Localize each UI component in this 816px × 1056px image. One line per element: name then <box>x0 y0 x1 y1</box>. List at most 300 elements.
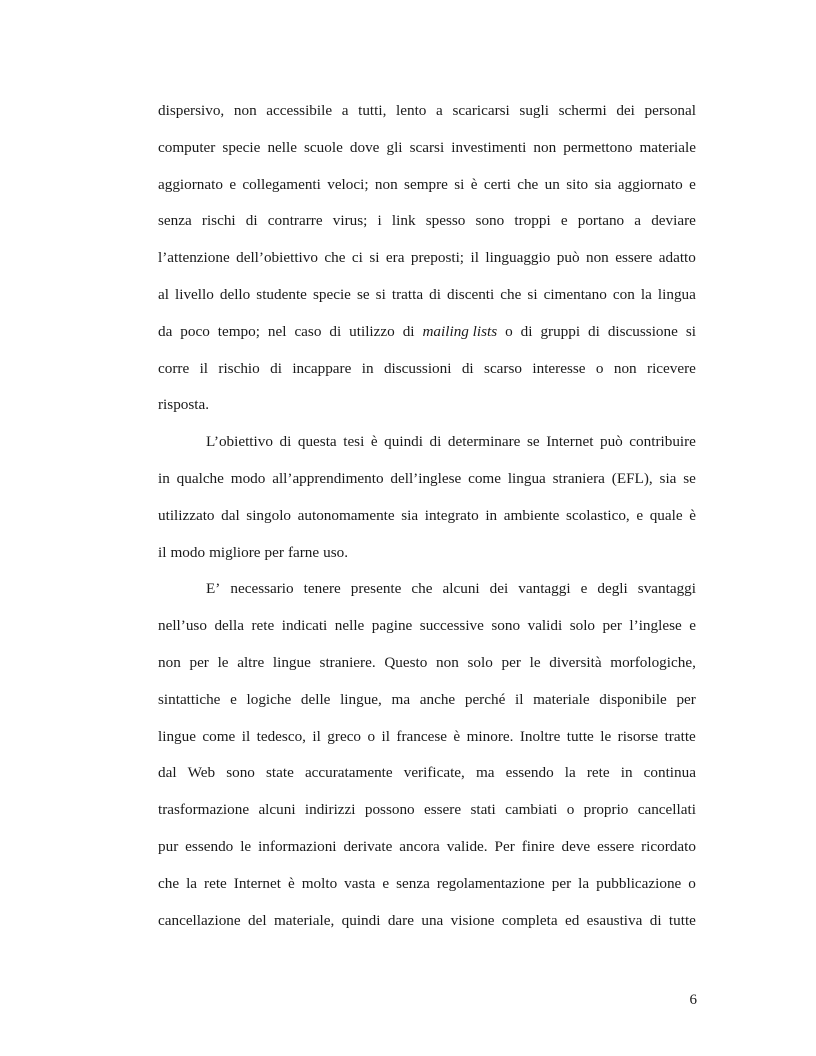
word: finire <box>521 837 555 855</box>
word: Inoltre <box>519 727 561 745</box>
word: personal <box>644 102 696 119</box>
word: cambiati <box>505 801 558 819</box>
word: contrarre <box>267 212 323 230</box>
word: di <box>429 285 441 303</box>
word: nell’uso <box>158 617 207 635</box>
text-line <box>158 464 696 501</box>
word: E’ <box>206 580 221 598</box>
word: è <box>689 506 696 524</box>
word: dell’obiettivo <box>236 249 318 267</box>
word: di <box>429 433 442 451</box>
word: al <box>158 285 169 303</box>
word: continua <box>643 764 696 782</box>
word: sia <box>594 175 612 193</box>
word: incappare <box>292 359 352 377</box>
word: troppi <box>514 212 551 230</box>
word: francese <box>396 727 447 745</box>
word: per <box>602 617 622 635</box>
word: di <box>461 359 474 377</box>
word: sono <box>491 617 521 635</box>
word: essendo <box>185 837 234 855</box>
text-line <box>158 758 696 795</box>
text-line <box>158 832 696 869</box>
word: tutte <box>566 727 594 745</box>
word: è <box>453 727 461 745</box>
word: molto <box>301 874 338 892</box>
word: per <box>264 543 284 561</box>
word: il <box>470 249 479 267</box>
word: trasformazione <box>158 801 250 819</box>
word: ci <box>351 249 363 267</box>
word: può <box>599 433 623 451</box>
word: discussione <box>607 322 678 340</box>
word: la <box>640 285 652 303</box>
text-line <box>158 538 696 575</box>
word: di <box>588 322 600 340</box>
word: tesi <box>343 433 365 451</box>
word: di <box>520 322 533 340</box>
word: Per <box>494 837 515 855</box>
word: dello <box>219 285 251 303</box>
word: non <box>585 249 609 267</box>
word: pur <box>158 837 179 855</box>
word: essere <box>423 801 462 819</box>
word: farne <box>287 543 320 561</box>
text-line <box>158 243 696 280</box>
text-line <box>158 648 696 685</box>
word: spesso <box>425 212 466 230</box>
word: certi <box>483 175 511 193</box>
word: che <box>411 580 433 598</box>
word: che <box>500 285 522 303</box>
word: tutti, <box>358 102 387 119</box>
word: sia <box>401 506 419 524</box>
word: è <box>470 175 478 193</box>
word: e <box>580 580 588 598</box>
word: uso. <box>323 543 349 561</box>
word: ricevere <box>647 359 696 377</box>
word: regolamentazione <box>436 874 545 892</box>
word: permettono <box>563 138 633 156</box>
word: utilizzo <box>349 322 395 340</box>
word: di <box>329 322 342 340</box>
word: disponibile <box>599 690 667 708</box>
word: se <box>526 433 540 451</box>
word: il <box>312 727 321 745</box>
word: si <box>454 175 465 193</box>
word: senza <box>158 212 192 230</box>
word: alcuni <box>442 580 480 598</box>
word: solo <box>467 653 493 671</box>
word: per <box>501 653 521 671</box>
word: le <box>600 727 612 745</box>
word: scaricarsi <box>452 102 510 119</box>
word: studente <box>256 285 307 303</box>
word: scarso <box>484 359 522 377</box>
word: i <box>377 212 382 230</box>
word: specie <box>312 285 351 303</box>
word: scarsi <box>409 138 445 156</box>
word: completa <box>501 911 558 929</box>
word: dove <box>349 138 380 156</box>
word: sempre <box>404 175 448 193</box>
word: link <box>391 212 416 230</box>
word: o <box>505 322 513 340</box>
word: con <box>612 285 635 303</box>
word: sito <box>566 175 589 193</box>
word: che <box>158 874 180 892</box>
word: perché <box>464 690 506 708</box>
word: sia <box>659 469 677 487</box>
word: ed <box>564 911 580 929</box>
word: nelle <box>267 138 297 156</box>
word: come <box>202 727 236 745</box>
word: di <box>270 359 282 377</box>
word: gruppi <box>540 322 581 340</box>
word: risposta. <box>158 396 210 414</box>
word: Questo <box>384 653 428 671</box>
word: che <box>517 175 539 193</box>
word: delle <box>300 690 331 708</box>
word: per <box>189 653 209 671</box>
word: state <box>266 764 294 782</box>
text-line <box>158 722 696 759</box>
word: da <box>158 322 173 340</box>
text-line <box>158 427 696 464</box>
word: esaustiva <box>586 911 643 929</box>
word: pagine <box>371 617 413 635</box>
word: lingua <box>657 285 696 303</box>
word: lento <box>396 102 427 119</box>
word: sono <box>475 212 505 230</box>
word: migliore <box>209 543 261 561</box>
word: utilizzato <box>158 506 215 524</box>
word: singolo <box>246 506 292 524</box>
word: è <box>370 433 378 451</box>
word: di <box>649 911 662 929</box>
word: se <box>683 469 696 487</box>
page-number: 6 <box>689 992 697 1008</box>
word: integrato <box>424 506 479 524</box>
word: materiale <box>533 690 590 708</box>
word: cancellati <box>637 801 696 819</box>
word: sugli <box>519 102 549 119</box>
word: preposti; <box>410 249 465 267</box>
word: per <box>676 690 696 708</box>
text-line <box>158 611 696 648</box>
body-text <box>158 96 696 942</box>
word: scolastico, <box>566 506 630 524</box>
word: valide. <box>446 837 488 855</box>
word: materiale, <box>273 911 335 929</box>
word: non <box>233 102 257 119</box>
text-line <box>158 390 696 427</box>
word: all’apprendimento <box>272 469 384 487</box>
word: il <box>241 727 251 745</box>
word: non <box>374 175 398 193</box>
word: si <box>527 285 538 303</box>
word: presente <box>350 580 402 598</box>
word: rete <box>204 874 227 892</box>
word: quindi <box>384 433 423 451</box>
word: che <box>324 249 346 267</box>
word: lingue, <box>340 690 382 708</box>
word: senza <box>396 874 430 892</box>
word: le <box>529 653 541 671</box>
word: di <box>245 212 258 230</box>
word: quindi <box>341 911 381 929</box>
word: si <box>369 249 380 267</box>
word: vantaggi <box>518 580 571 598</box>
word: schermi <box>558 102 607 119</box>
word: di <box>402 322 415 340</box>
word: tutte <box>668 911 696 929</box>
word: risorse <box>617 727 659 745</box>
word: il <box>199 359 209 377</box>
word: e <box>229 175 237 193</box>
text-line <box>158 685 696 722</box>
word: derivate <box>343 837 393 855</box>
word: dal <box>158 764 177 782</box>
text-line <box>158 280 696 317</box>
word: dispersivo, <box>158 102 225 119</box>
word: necessario <box>230 580 294 598</box>
word: minore. <box>466 727 514 745</box>
word: accessibile <box>266 102 333 119</box>
word: accuratamente <box>304 764 393 782</box>
word: l’inglese <box>629 617 682 635</box>
word: straniere. <box>319 653 376 671</box>
word: non <box>613 359 637 377</box>
word: materiale <box>639 138 696 156</box>
word: veloci; <box>327 175 369 193</box>
word: specie <box>222 138 261 156</box>
word: caso <box>294 322 322 340</box>
word: logiche <box>246 690 292 708</box>
text-line <box>158 96 696 133</box>
word: stati <box>470 801 496 819</box>
text-line <box>158 133 696 170</box>
italic-term: mailing lists <box>422 322 498 340</box>
word: ricordato <box>641 837 696 855</box>
word: quale <box>649 506 683 524</box>
word: e <box>689 175 696 193</box>
word: discussioni <box>383 359 452 377</box>
word: lingue <box>158 727 196 745</box>
word: nel <box>267 322 287 340</box>
word: degli <box>597 580 628 598</box>
word: a <box>341 102 349 119</box>
word: è <box>287 874 295 892</box>
word: lingue <box>272 653 311 671</box>
word: proprio <box>583 801 629 819</box>
word: aggiornato <box>158 175 223 193</box>
word: essere <box>615 249 653 267</box>
text-line <box>158 906 696 943</box>
word: possono <box>364 801 415 819</box>
word: e <box>636 506 644 524</box>
word: dei <box>616 102 635 119</box>
word: deve <box>561 837 591 855</box>
word: tenere <box>303 580 341 598</box>
word: a <box>634 212 642 230</box>
word: L’obiettivo <box>206 433 273 451</box>
word: Web <box>187 764 216 782</box>
word: in <box>620 764 633 782</box>
word: modo <box>230 469 266 487</box>
word: le <box>217 653 229 671</box>
word: determinare <box>447 433 521 451</box>
word: gli <box>386 138 403 156</box>
word: dei <box>489 580 509 598</box>
word: investimenti <box>451 138 527 156</box>
word: e <box>382 874 390 892</box>
word: sintattiche <box>158 690 221 708</box>
word: autonomamente <box>297 506 395 524</box>
word: il <box>381 727 390 745</box>
word: ma <box>475 764 495 782</box>
word: contribuire <box>629 433 696 451</box>
word: una <box>421 911 444 929</box>
text-line <box>158 206 696 243</box>
word: solo <box>569 617 596 635</box>
word: e <box>230 690 237 708</box>
word: Internet <box>546 433 594 451</box>
word: come <box>468 469 501 487</box>
word: o <box>367 727 376 745</box>
word: e <box>560 212 568 230</box>
word: cimentano <box>543 285 607 303</box>
word: computer <box>158 138 216 156</box>
word: rischio <box>218 359 260 377</box>
word: indicati <box>281 617 328 635</box>
word: se <box>356 285 370 303</box>
word: in <box>361 359 374 377</box>
word: successive <box>419 617 484 635</box>
word: vasta <box>344 874 376 892</box>
word: pubblicazione <box>596 874 682 892</box>
word: l’attenzione <box>158 249 230 267</box>
word: tratta <box>391 285 424 303</box>
word: o <box>595 359 604 377</box>
word: adatto <box>658 249 696 267</box>
word: non <box>436 653 459 671</box>
word: o <box>566 801 575 819</box>
word: un <box>544 175 560 193</box>
word: cancellazione <box>158 911 241 929</box>
word: svantaggi <box>637 580 696 598</box>
word: rete <box>251 617 275 635</box>
word: indirizzi <box>304 801 356 819</box>
word: aggiornato <box>617 175 683 193</box>
text-line <box>158 354 696 391</box>
word: collegamenti <box>242 175 321 193</box>
word: si <box>375 285 386 303</box>
word: la <box>578 874 590 892</box>
word: virus; <box>332 212 368 230</box>
word: tratte <box>664 727 696 745</box>
word: (EFL), <box>611 469 653 487</box>
word: la <box>186 874 198 892</box>
word: di <box>279 433 292 451</box>
word: interesse <box>532 359 586 377</box>
word: livello <box>175 285 214 303</box>
word: Internet <box>233 874 281 892</box>
word: qualche <box>176 469 224 487</box>
word: deviare <box>651 212 696 230</box>
word: discenti <box>446 285 495 303</box>
word: della <box>214 617 244 635</box>
word: ancora <box>399 837 440 855</box>
text-line <box>158 869 696 906</box>
word: essendo <box>505 764 554 782</box>
word: morfologiche, <box>610 653 696 671</box>
word: lingua <box>507 469 546 487</box>
word: dare <box>387 911 414 929</box>
word: nelle <box>334 617 365 635</box>
word: le <box>240 837 252 855</box>
word: anche <box>419 690 456 708</box>
text-line <box>158 501 696 538</box>
word: tempo; <box>217 322 260 340</box>
word: diversità <box>549 653 602 671</box>
word: verificate, <box>403 764 465 782</box>
word: questa <box>297 433 337 451</box>
word: rete <box>586 764 610 782</box>
word: informazioni <box>258 837 337 855</box>
word: per <box>551 874 572 892</box>
word: corre <box>158 359 190 377</box>
word: straniera <box>552 469 605 487</box>
word: scuole <box>304 138 343 156</box>
text-line <box>158 170 696 207</box>
word: alcuni <box>258 801 296 819</box>
word: non <box>533 138 557 156</box>
word: poco <box>180 322 210 340</box>
word: non <box>158 653 181 671</box>
word: ma <box>391 690 411 708</box>
text-line <box>158 795 696 832</box>
word: validi <box>527 617 563 635</box>
word: modo <box>170 543 206 561</box>
word: tedesco, <box>256 727 306 745</box>
word: e <box>689 617 696 635</box>
word: portano <box>577 212 625 230</box>
word: sono <box>226 764 255 782</box>
word: del <box>248 911 267 929</box>
word: a <box>436 102 443 119</box>
word: la <box>564 764 576 782</box>
word: era <box>385 249 405 267</box>
word: rischi <box>201 212 236 230</box>
text-line <box>158 574 696 611</box>
text-line <box>158 317 696 354</box>
word: dell’inglese <box>390 469 462 487</box>
word: greco <box>327 727 362 745</box>
word: visione <box>450 911 495 929</box>
word: dal <box>221 506 240 524</box>
word: si <box>685 322 696 340</box>
word: o <box>688 874 696 892</box>
word: il <box>514 690 524 708</box>
word: linguaggio <box>485 249 551 267</box>
word: altre <box>237 653 265 671</box>
word: il <box>158 543 167 561</box>
word: ambiente <box>503 506 560 524</box>
word: essere <box>597 837 635 855</box>
word: in <box>485 506 498 524</box>
word: in <box>158 469 170 487</box>
